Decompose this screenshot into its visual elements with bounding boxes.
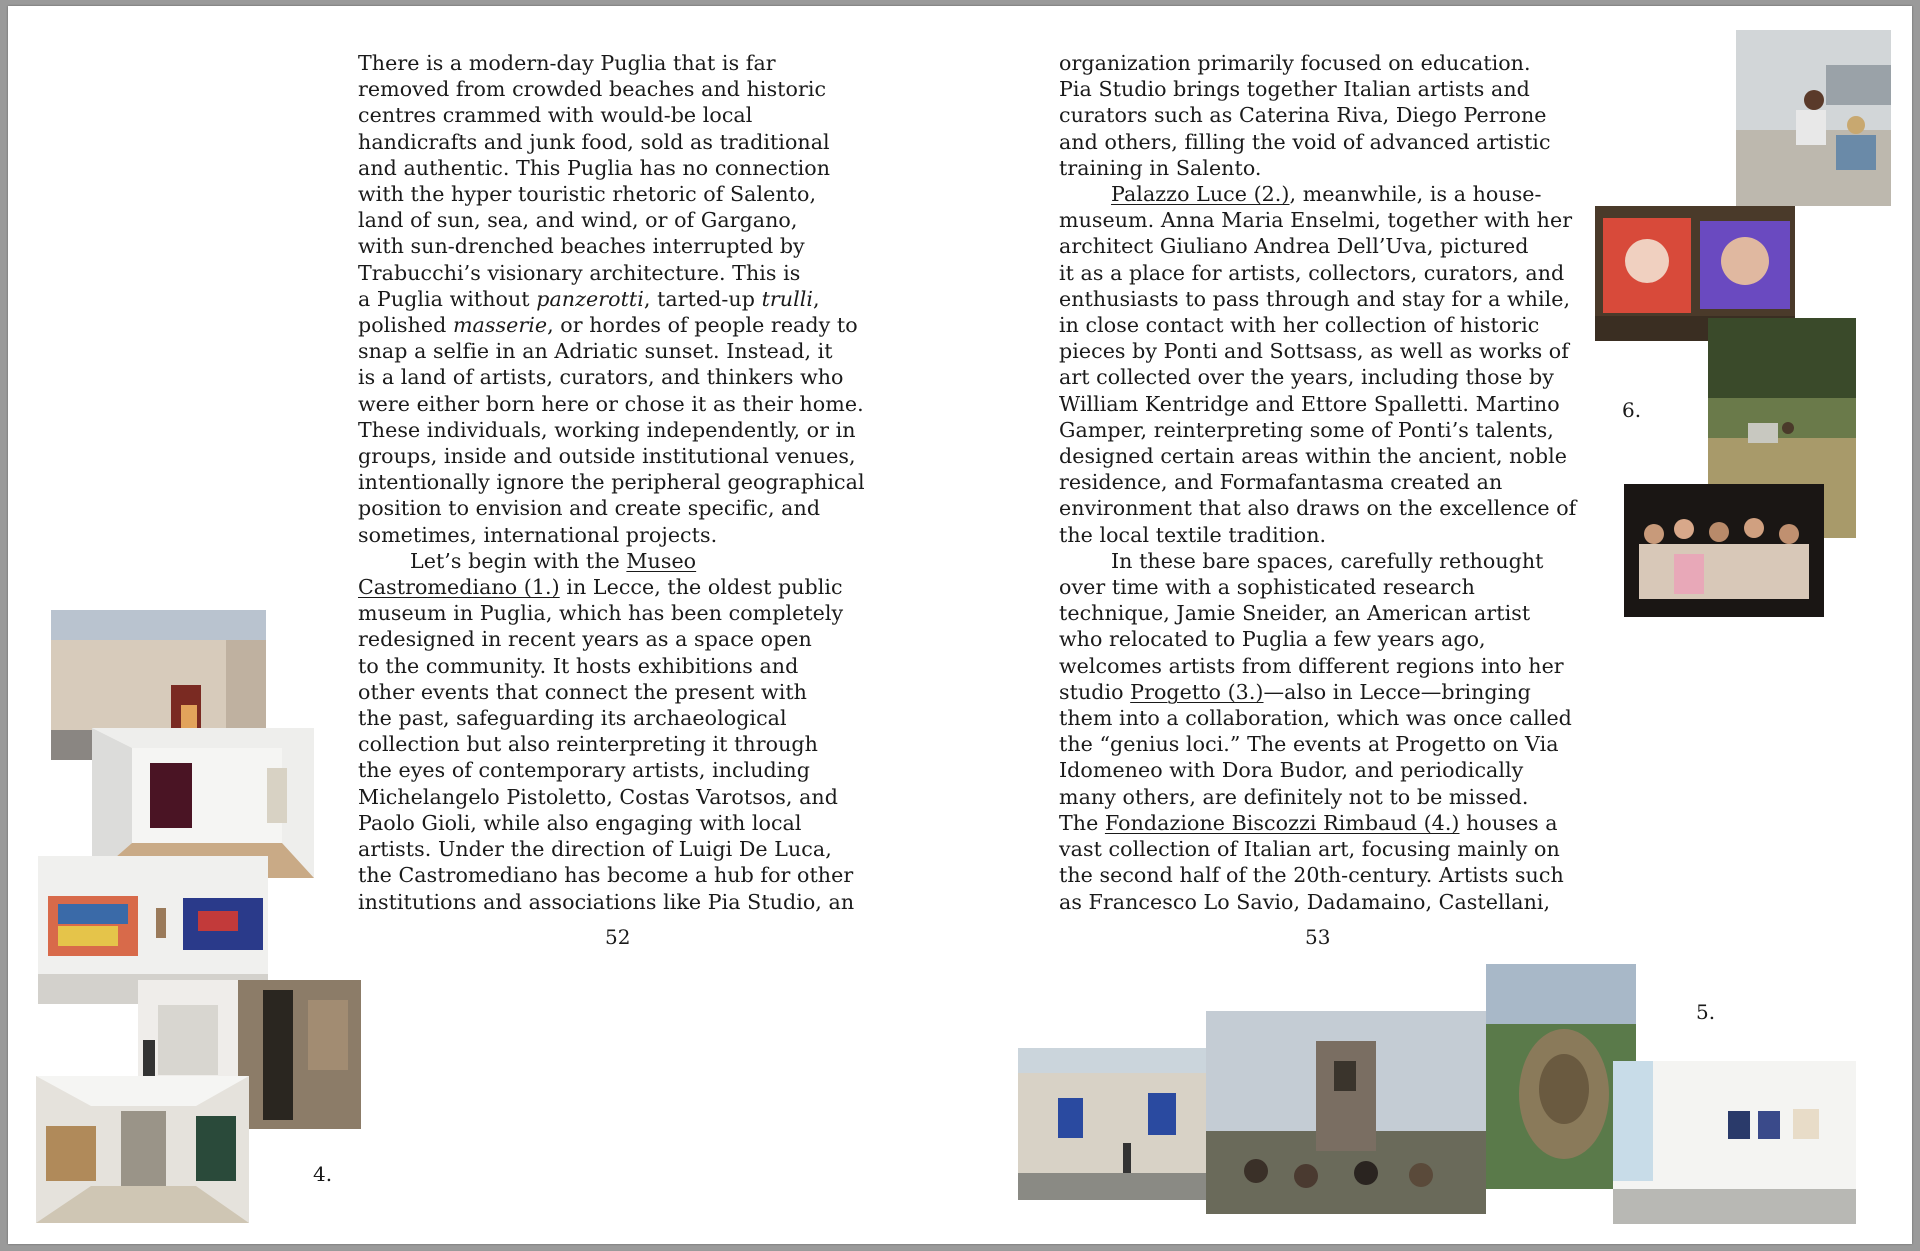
text-line: artists. Under the direction of Luigi De Luca,	[358, 837, 832, 862]
text-line: architect Giuliano Andrea Dell’Uva, pictured	[1059, 234, 1529, 259]
text-line: vast collection of Italian art, focusing mainly on	[1059, 837, 1560, 862]
text-line: collection but also reinterpreting it through	[358, 732, 818, 757]
text-line: the local textile tradition.	[1059, 522, 1327, 547]
text-line: position to envision and create specific, and	[358, 496, 821, 521]
text-line: the Castromediano has become a hub for other	[358, 863, 854, 888]
text-line: were either born here or chose it as their home.	[358, 391, 864, 416]
text-line: in close contact with her collection of historic	[1059, 313, 1540, 338]
text-line: In these bare spaces, carefully rethought	[1111, 548, 1544, 573]
text-line: designed certain areas within the ancient, noble	[1059, 444, 1568, 469]
text-line	[1059, 810, 1579, 836]
text-line: There is a modern-day Puglia that is far	[358, 51, 776, 75]
left-paragraph-1	[358, 50, 878, 548]
text-run: ,	[813, 286, 820, 311]
italic-term: masserie	[452, 313, 548, 338]
text-line: Idomeneo with Dora Budor, and periodically	[1059, 758, 1524, 783]
text-line: the past, safeguarding its archaeological	[358, 706, 787, 731]
text-line: other events that connect the present with	[358, 679, 807, 704]
museo-castromediano-link[interactable]: Museo	[626, 548, 697, 573]
text-line: the eyes of contemporary artists, including	[358, 758, 810, 783]
text-line: pieces by Ponti and Sottsass, as well as works of	[1059, 339, 1569, 364]
text-line	[1059, 181, 1579, 207]
text-line: residence, and Formafantasma created an	[1059, 470, 1503, 495]
text-line: snap a selfie in an Adriatic sunset. Instead, it	[358, 339, 833, 364]
text-line: it as a place for artists, collectors, curators, and	[1059, 260, 1565, 285]
right-paragraph-2	[1059, 181, 1579, 548]
figure-label-4: 4.	[313, 1162, 333, 1186]
text-line: enthusiasts to pass through and stay for a while,	[1059, 286, 1571, 311]
ruin-tower-audience-photo	[1206, 1011, 1486, 1214]
italic-term: trulli	[761, 286, 814, 311]
text-line: with the hyper touristic rhetoric of Salento,	[358, 182, 817, 207]
text-line: curators such as Caterina Riva, Diego Perrone	[1059, 103, 1547, 128]
text-line: sometimes, international projects.	[358, 522, 718, 547]
text-line: handicrafts and junk food, sold as traditional	[358, 129, 830, 154]
text-line: training in Salento.	[1059, 155, 1262, 180]
text-run: Let’s begin with the	[410, 548, 627, 573]
text-line: Trabucchi’s visionary architecture. This is	[358, 260, 801, 285]
text-line: and authentic. This Puglia has no connection	[358, 155, 831, 180]
text-line: the “genius loci.” The events at Progetto on Via	[1059, 732, 1559, 757]
text-line: organization primarily focused on education.	[1059, 51, 1531, 75]
text-run: studio	[1059, 679, 1131, 704]
text-line: welcomes artists from different regions into her	[1059, 653, 1564, 678]
text-line	[358, 548, 878, 574]
text-line	[358, 574, 878, 600]
text-line: Michelangelo Pistoletto, Costas Varotsos, and	[358, 784, 838, 809]
text-line: These individuals, working independently, or in	[358, 417, 856, 442]
group-night-photo	[1624, 484, 1824, 617]
text-line: institutions and associations like Pia Studio, an	[358, 889, 855, 914]
text-line: to the community. It hosts exhibitions and	[358, 653, 799, 678]
text-line: is a land of artists, curators, and thinkers who	[358, 365, 844, 390]
text-line: technique, Jamie Sneider, an American artist	[1059, 601, 1531, 626]
palazzo-luce-link[interactable]: Palazzo Luce (2.)	[1111, 182, 1290, 207]
text-line: who relocated to Puglia a few years ago,	[1059, 627, 1486, 652]
text-run: , tarted-up	[643, 286, 762, 311]
text-line: Paolo Gioli, while also engaging with local	[358, 810, 802, 835]
text-line: with sun-drenched beaches interrupted by	[358, 234, 805, 259]
text-line: land of sun, sea, and wind, or of Gargano,	[358, 208, 798, 233]
text-run: a Puglia without	[358, 286, 537, 311]
street-wall-photo	[1018, 1048, 1208, 1200]
progetto-link[interactable]: Progetto (3.)	[1130, 679, 1264, 704]
text-line: groups, inside and outside institutional venues,	[358, 444, 856, 469]
text-run: , or hordes of people ready to	[547, 313, 858, 338]
text-run: The	[1059, 810, 1105, 835]
gallery-corridor-photo	[36, 1076, 249, 1223]
right-paragraph-1	[1059, 50, 1579, 181]
magazine-spread	[8, 6, 1912, 1244]
text-run: , meanwhile, is a house-	[1289, 182, 1542, 207]
text-line: museum. Anna Maria Enselmi, together with her	[1059, 208, 1573, 233]
text-line: intentionally ignore the peripheral geographical	[358, 470, 865, 495]
text-line: over time with a sophisticated research	[1059, 575, 1475, 600]
text-line: the second half of the 20th-century. Artists such	[1059, 863, 1564, 888]
text-line: centres crammed with would-be local	[358, 103, 753, 128]
figure-label-5: 5.	[1696, 1000, 1716, 1024]
text-line: art collected over the years, including those by	[1059, 365, 1554, 390]
museo-castromediano-link[interactable]: Castromediano (1.)	[358, 575, 560, 600]
text-line	[358, 286, 878, 312]
left-page-text	[358, 50, 878, 915]
text-run: polished	[358, 313, 453, 338]
text-line: and others, filling the void of advanced artistic	[1059, 129, 1551, 154]
page-number-left: 52	[605, 925, 631, 949]
text-line: as Francesco Lo Savio, Dadamaino, Castellani,	[1059, 889, 1551, 914]
text-line: environment that also draws on the excellence of	[1059, 496, 1577, 521]
page-number-right: 53	[1305, 925, 1331, 949]
text-line	[1059, 679, 1579, 705]
gallery-frames-photo	[1613, 1061, 1856, 1224]
text-line: William Kentridge and Ettore Spalletti. Martino	[1059, 391, 1560, 416]
figure-label-6: 6.	[1622, 398, 1642, 422]
text-line: museum in Puglia, which has been completely	[358, 601, 844, 626]
artists-drawing-photo	[1736, 30, 1891, 206]
text-line: Gamper, reinterpreting some of Ponti’s talents,	[1059, 417, 1554, 442]
italic-term: panzerotti	[536, 286, 644, 311]
text-run: —also in Lecce—bringing	[1263, 679, 1531, 704]
text-line: removed from crowded beaches and historic	[358, 77, 827, 102]
text-run: in Lecce, the oldest public	[559, 575, 843, 600]
fondazione-biscozzi-link[interactable]: Fondazione Biscozzi Rimbaud (4.)	[1104, 810, 1460, 835]
text-run: houses a	[1459, 810, 1558, 835]
right-paragraph-3	[1059, 548, 1579, 915]
text-line: them into a collaboration, which was once called	[1059, 706, 1572, 731]
right-page-text	[1059, 50, 1579, 915]
text-line: many others, are definitely not to be missed.	[1059, 784, 1529, 809]
text-line: redesigned in recent years as a space open	[358, 627, 812, 652]
text-line: Pia Studio brings together Italian artists and	[1059, 77, 1530, 102]
text-line	[358, 312, 878, 338]
left-paragraph-2	[358, 548, 878, 915]
